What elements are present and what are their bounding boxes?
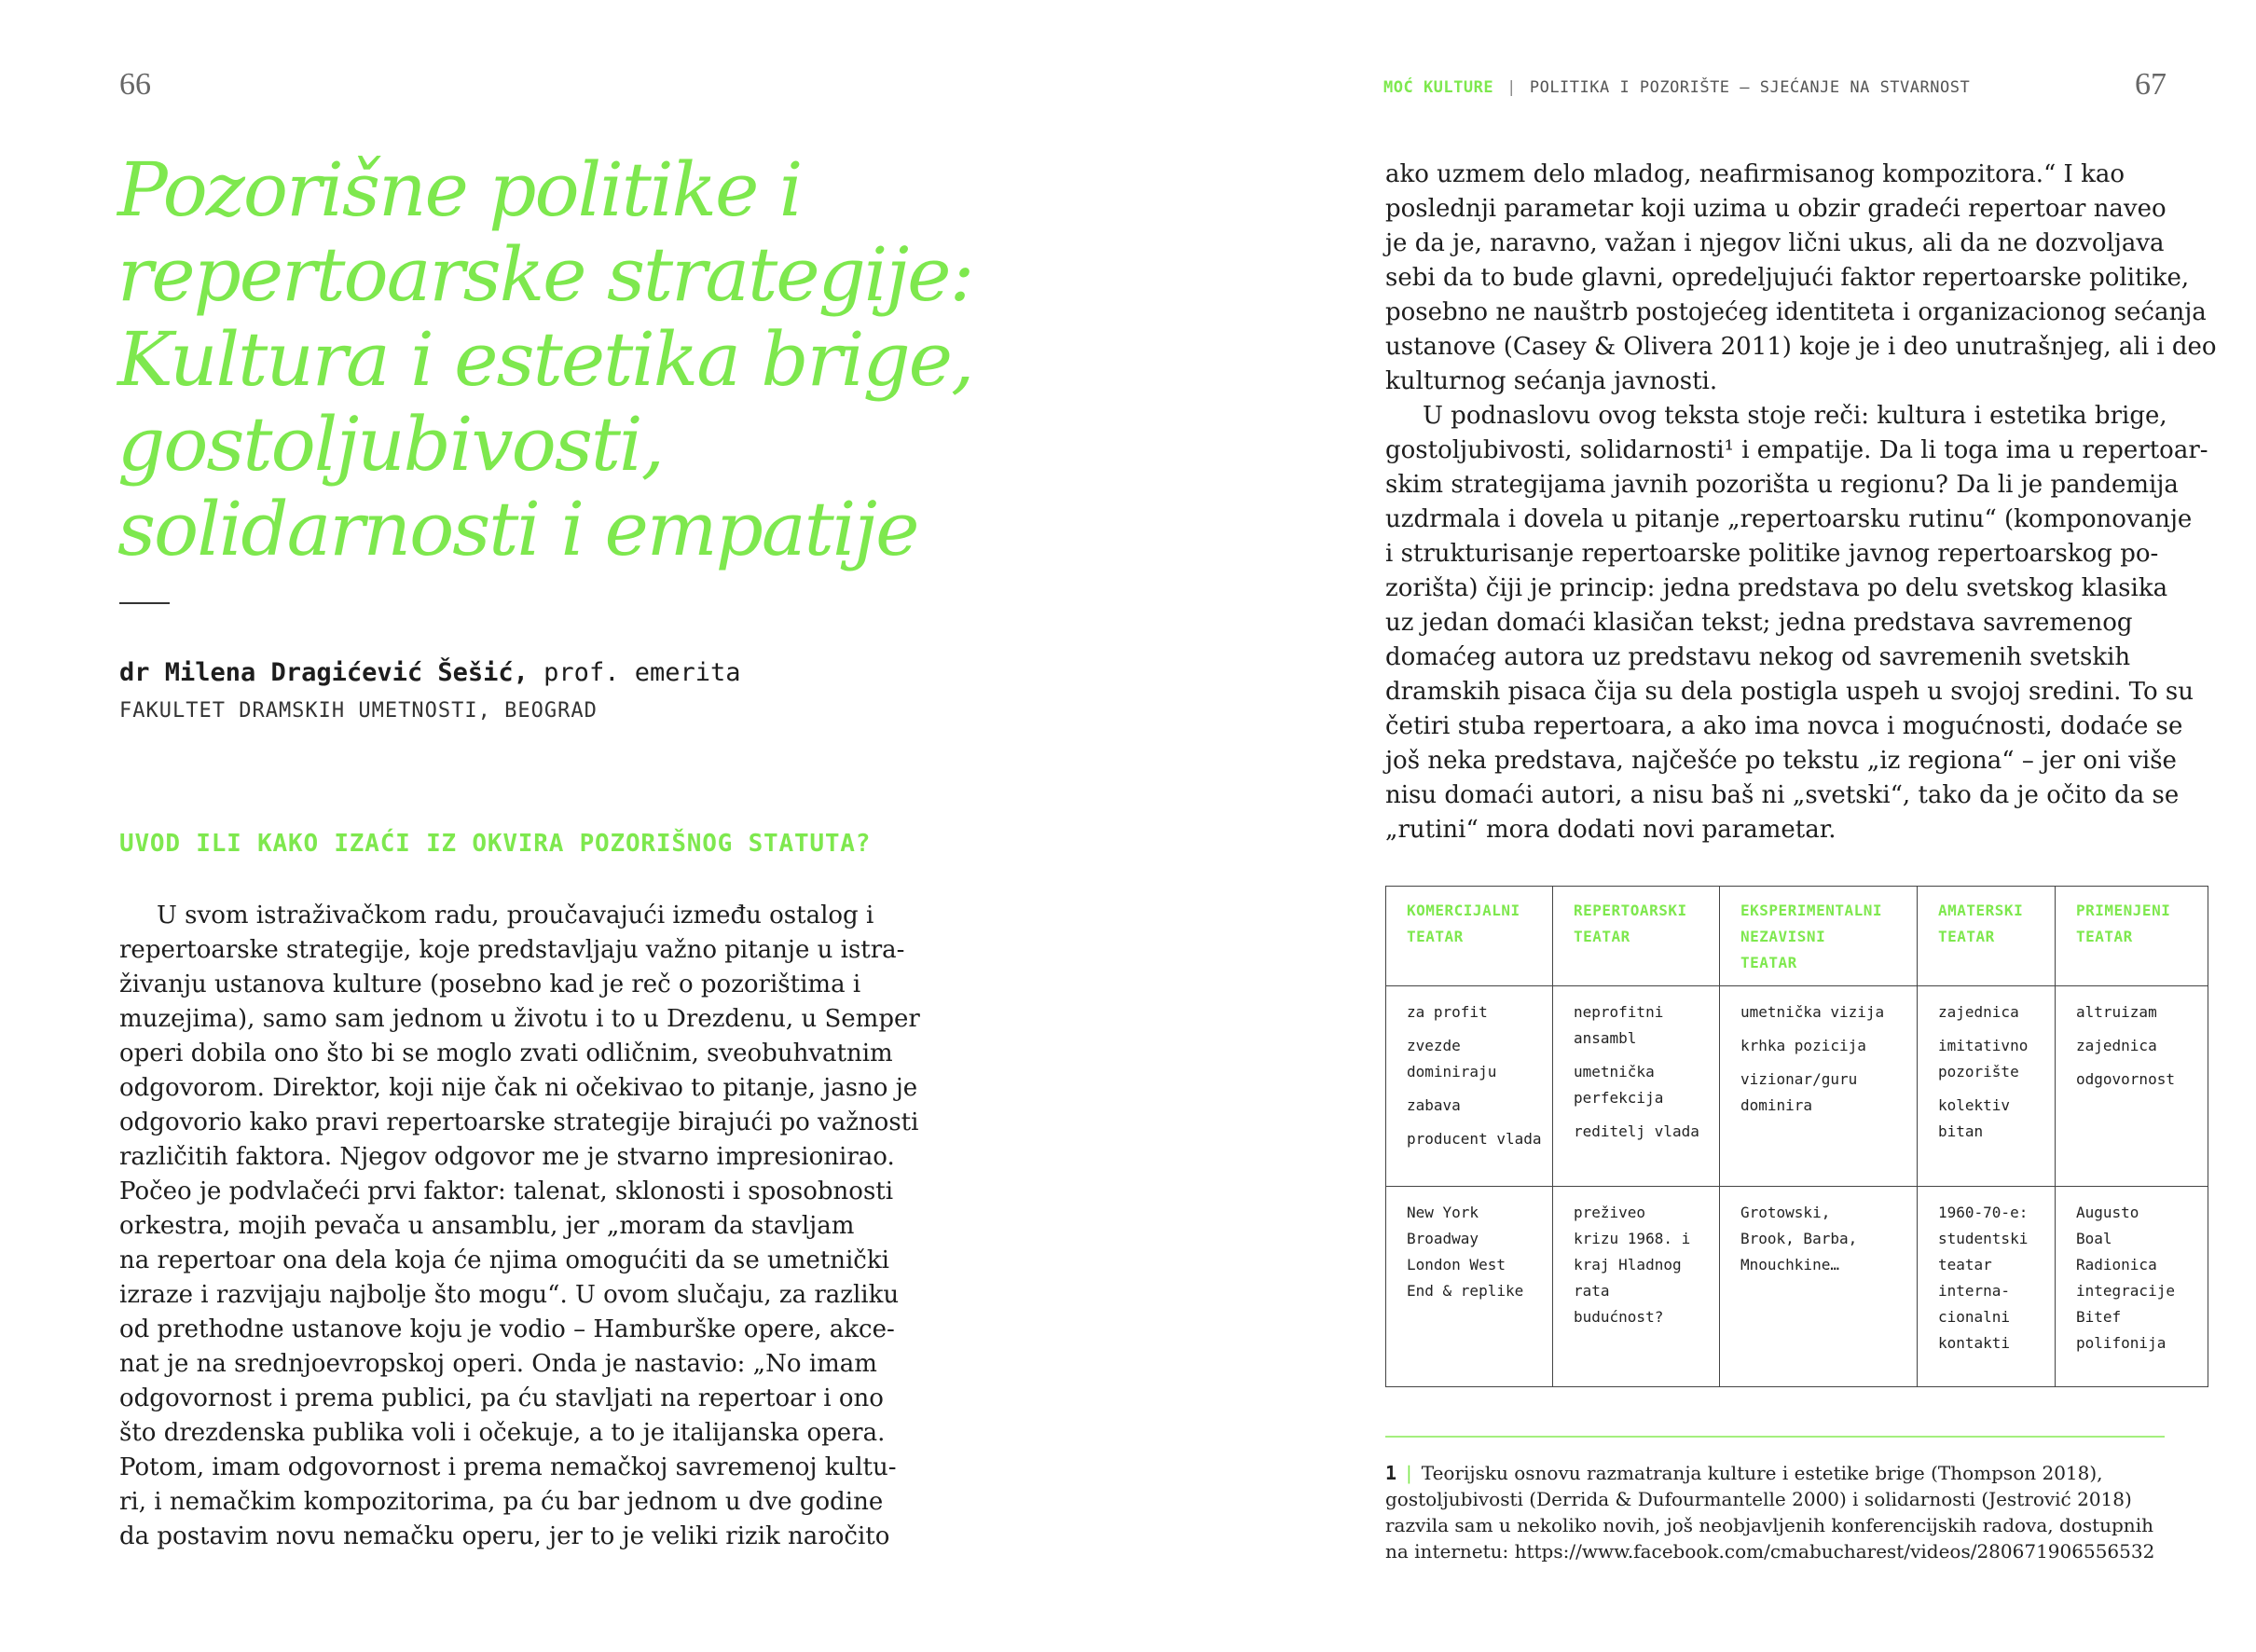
body-line: uzdrmala i dovela u pitanje „repertoarsku rutinu“ (komponovanje (1385, 505, 2193, 533)
body-line: muzejima), samo sam jednom u životu i to u Drezdenu, u Semper (119, 1005, 920, 1033)
cell-line: Augusto (2076, 1204, 2139, 1221)
body-line: od prethodne ustanove koju je vodio – Hamburške opere, akce- (119, 1315, 895, 1343)
title-line: solidarnosti i empatije (117, 486, 918, 572)
cell-item: neprofitni ansambl (1574, 1003, 1664, 1047)
article-title (117, 147, 1050, 571)
table-cell (2056, 986, 2208, 1187)
table-cell (1386, 986, 1553, 1187)
cell-line: teatar (1938, 1256, 1992, 1273)
title-line: Pozorišne politike i (117, 146, 802, 233)
body-line: odgovorio kako pravi repertoarske strategije birajući po važnosti (119, 1108, 919, 1136)
cell-line: cionalni (1938, 1308, 2011, 1326)
body-text-right (1385, 158, 2217, 847)
body-line: na repertoar ona dela koja će njima omogućiti da se umetnički (119, 1246, 889, 1274)
body-line: i strukturisanje repertoarske politike javnog repertoarskog po- (1385, 540, 2159, 568)
cell-item: reditelj vlada (1574, 1122, 1699, 1140)
footnote-line: gostoljubivosti (Derrida & Dufourmantelle 2000) i solidarnosti (Jestrović 2018) (1385, 1488, 2132, 1510)
header-line: AMATERSKI (1938, 902, 2024, 919)
body-line: repertoarske strategije, koje predstavljaju važno pitanje u istra- (119, 936, 905, 964)
footnote-line: razvila sam u nekoliko novih, još neobjavljenih konferencijskih radova, dostupnih (1385, 1514, 2153, 1536)
running-head (1383, 78, 1970, 97)
cell-line: New York (1407, 1204, 1479, 1221)
cell-item: kolektiv bitan (1938, 1096, 2011, 1140)
body-line: dramskih pisaca čija su dela postigla uspeh u svojoj sredini. To su (1385, 678, 2194, 706)
cell-line: rata (1574, 1282, 1610, 1300)
header-line: TEATAR (1938, 928, 1995, 945)
body-line: nisu domaći autori, a nisu baš ni „svetski“, tako da je očito da se (1385, 781, 2180, 809)
body-line: posebno ne nauštrb postojećeg identiteta i organizacionog sećanja (1385, 298, 2207, 326)
section-heading: UVOD ILI KAKO IZAĆI IZ OKVIRA POZORIŠNOG STATUTA? (119, 830, 872, 858)
header-line: TEATAR (1574, 928, 1630, 945)
table-cell (1720, 986, 1918, 1187)
table-header-row (1386, 887, 2208, 986)
cell-item: altruizam (2076, 1003, 2157, 1021)
cell-line: London West (1407, 1256, 1506, 1273)
cell-item: zajednica (2076, 1037, 2157, 1054)
body-line: Potom, imam odgovornost i prema nemačkoj savremenoj kultu- (119, 1453, 897, 1481)
table-row (1386, 986, 2208, 1187)
table-cell (1553, 1187, 1720, 1387)
footnote-line: na internetu: https://www.facebook.com/cmabucharest/videos/280671906556532 (1385, 1540, 2155, 1563)
body-line: domaćeg autora uz predstavu nekog od savremenih svetskih (1385, 643, 2131, 671)
body-line: što drezdenska publika voli i očekuje, a to je italijanska opera. (119, 1419, 886, 1447)
cell-line: Mnouchkine… (1740, 1256, 1839, 1273)
theatre-types-table (1385, 886, 2208, 1387)
title-line: repertoarske strategije: (117, 231, 973, 318)
header-line: TEATAR (1407, 928, 1464, 945)
body-line: orkestra, mojih pevača u ansamblu, jer „moram da stavljam (119, 1212, 855, 1240)
cell-item: umetnička vizija (1740, 1003, 1885, 1021)
table-header-cell (1553, 887, 1720, 986)
table-header-cell (1918, 887, 2056, 986)
body-line: nat je na srednjoevropskoj operi. Onda je nastavio: „No imam (119, 1350, 877, 1378)
cell-line: 1960-70-e: (1938, 1204, 2029, 1221)
body-line: ako uzmem delo mladog, neafirmisanog kompozitora.“ I kao (1385, 160, 2125, 188)
table-header-cell (1720, 887, 1918, 986)
body-line: operi dobila ono što bi se moglo zvati odličnim, sveobuhvatnim (119, 1039, 893, 1067)
footnote-text: Teorijsku osnovu razmatranja kulture i estetike brige (Thompson 2018), (1421, 1462, 2103, 1484)
cell-line: budućnost? (1574, 1308, 1664, 1326)
cell-item: zajednica (1938, 1003, 2019, 1021)
cell-line: Brook, Barba, (1740, 1230, 1858, 1247)
body-line: skim strategijama javnih pozorišta u regionu? Da li je pandemija (1385, 471, 2179, 499)
cell-item: zabava (1407, 1096, 1461, 1114)
footnote-marker: 1 (1385, 1462, 1397, 1484)
body-line: živanju ustanova kulture (posebno kad je reč o pozorištima i (119, 971, 861, 998)
table-cell (2056, 1187, 2208, 1387)
table-cell (1918, 986, 2056, 1187)
title-divider (119, 602, 170, 604)
header-line: EKSPERIMENTALNI (1740, 902, 1882, 919)
cell-line: Bitef (2076, 1308, 2122, 1326)
footnote-separator: | (1406, 1462, 1412, 1484)
cell-line: Radionica (2076, 1256, 2157, 1273)
body-line: izraze i razvijaju najbolje što mogu“. U ovom slučaju, za razliku (119, 1281, 900, 1309)
body-line: ustanove (Casey & Olivera 2011) koje je i deo unutrašnjeg, ali i deo (1385, 333, 2217, 361)
body-text-left (119, 899, 920, 1554)
header-line: KOMERCIJALNI (1407, 902, 1520, 919)
body-line: još neka predstava, najčešće po tekstu „iz regiona“ – jer oni više (1385, 747, 2177, 775)
title-line: gostoljubivosti, (117, 401, 664, 488)
title-line: Kultura i estetika brige, (117, 316, 973, 403)
body-line: da postavim novu nemačku operu, jer to je veliki rizik naročito (119, 1522, 890, 1550)
cell-line: polifonija (2076, 1334, 2167, 1352)
cell-line: Grotowski, (1740, 1204, 1831, 1221)
page-number: 67 (2135, 67, 2167, 102)
table-cell (1918, 1187, 2056, 1387)
body-line: sebi da to bude glavni, opredeljujući faktor repertoarske politike, (1385, 264, 2190, 292)
body-line: Počeo je podvlačeći prvi faktor: talenat, sklonosti i sposobnosti (119, 1177, 894, 1205)
footnote-divider (1385, 1436, 2165, 1438)
cell-line: kontakti (1938, 1334, 2011, 1352)
author-name: dr Milena Dragićević Šešić, (119, 658, 529, 687)
body-line: odgovornost i prema publici, pa ću stavljati na repertoar i ono (119, 1384, 884, 1412)
header-line: REPERTOARSKI (1574, 902, 1687, 919)
table-header-cell (1386, 887, 1553, 986)
page-number: 66 (119, 67, 151, 102)
body-line: uz jedan domaći klasičan tekst; jedna predstava savremenog (1385, 609, 2133, 637)
body-line: ri, i nemačkim kompozitorima, pa ću bar jednom u dve godine (119, 1488, 884, 1516)
cell-line: Broadway (1407, 1230, 1479, 1247)
body-line: kulturnog sećanja javnosti. (1385, 367, 1718, 395)
cell-line: preživeo (1574, 1204, 1646, 1221)
header-line: TEATAR (2076, 928, 2133, 945)
author-role: prof. emerita (543, 658, 741, 687)
body-line: različitih faktora. Njegov odgovor me je stvarno impresionirao. (119, 1143, 895, 1171)
table-header-cell (2056, 887, 2208, 986)
running-head-subtitle: POLITIKA I POZORIŠTE – SJEĆANJE NA STVARNOST (1529, 78, 1971, 97)
body-line: četiri stuba repertoara, a ako ima novca i mogućnosti, dodaće se (1385, 712, 2183, 740)
header-line: PRIMENJENI (2076, 902, 2171, 919)
body-line: gostoljubivosti, solidarnosti¹ i empatije. Da li toga ima u repertoar- (1385, 436, 2208, 464)
body-line: je da je, naravno, važan i njegov lični ukus, ali da ne dozvoljava (1385, 229, 2165, 257)
header-line: TEATAR (1740, 954, 1797, 971)
cell-item: producent vlada (1407, 1130, 1542, 1148)
cell-line: studentski (1938, 1230, 2029, 1247)
table-cell (1720, 1187, 1918, 1387)
body-line: zorišta) čiji je princip: jedna predstava po delu svetskog klasika (1385, 574, 2168, 602)
body-line: poslednji parametar koji uzima u obzir gradeći repertoar naveo (1385, 195, 2167, 223)
body-line: „rutini“ mora dodati novi parametar. (1385, 816, 1836, 844)
body-line: odgovorom. Direktor, koji nije čak ni očekivao to pitanje, jasno je (119, 1074, 918, 1102)
cell-line: krizu 1968. i (1574, 1230, 1691, 1247)
cell-line: Boal (2076, 1230, 2112, 1247)
running-head-series: MOĆ KULTURE (1383, 78, 1494, 97)
cell-item: odgovornost (2076, 1070, 2175, 1088)
right-page (1128, 0, 2256, 1652)
header-line: NEZAVISNI (1740, 928, 1826, 945)
cell-line: interna- (1938, 1282, 2011, 1300)
cell-line: End & replike (1407, 1282, 1524, 1300)
body-line: U svom istraživačkom radu, proučavajući između ostalog i (157, 902, 874, 929)
author-affiliation: FAKULTET DRAMSKIH UMETNOSTI, BEOGRAD (119, 699, 598, 723)
footnote-line (1385, 1460, 2187, 1486)
table-cell (1386, 1187, 1553, 1387)
running-head-separator: | (1506, 78, 1517, 97)
cell-item: imitativno pozorište (1938, 1037, 2029, 1081)
table-row (1386, 1187, 2208, 1387)
cell-line: kraj Hladnog (1574, 1256, 1682, 1273)
body-line: U podnaslovu ovog teksta stoje reči: kultura i estetika brige, (1423, 402, 2167, 430)
table-cell (1553, 986, 1720, 1187)
cell-item: vizionar/guru dominira (1740, 1070, 1858, 1114)
author-line (119, 658, 741, 687)
cell-line: integracije (2076, 1282, 2175, 1300)
cell-item: zvezde dominiraju (1407, 1037, 1497, 1081)
cell-item: za profit (1407, 1003, 1488, 1021)
cell-item: krhka pozicija (1740, 1037, 1866, 1054)
cell-item: umetnička perfekcija (1574, 1063, 1664, 1107)
footnote (1385, 1460, 2187, 1564)
